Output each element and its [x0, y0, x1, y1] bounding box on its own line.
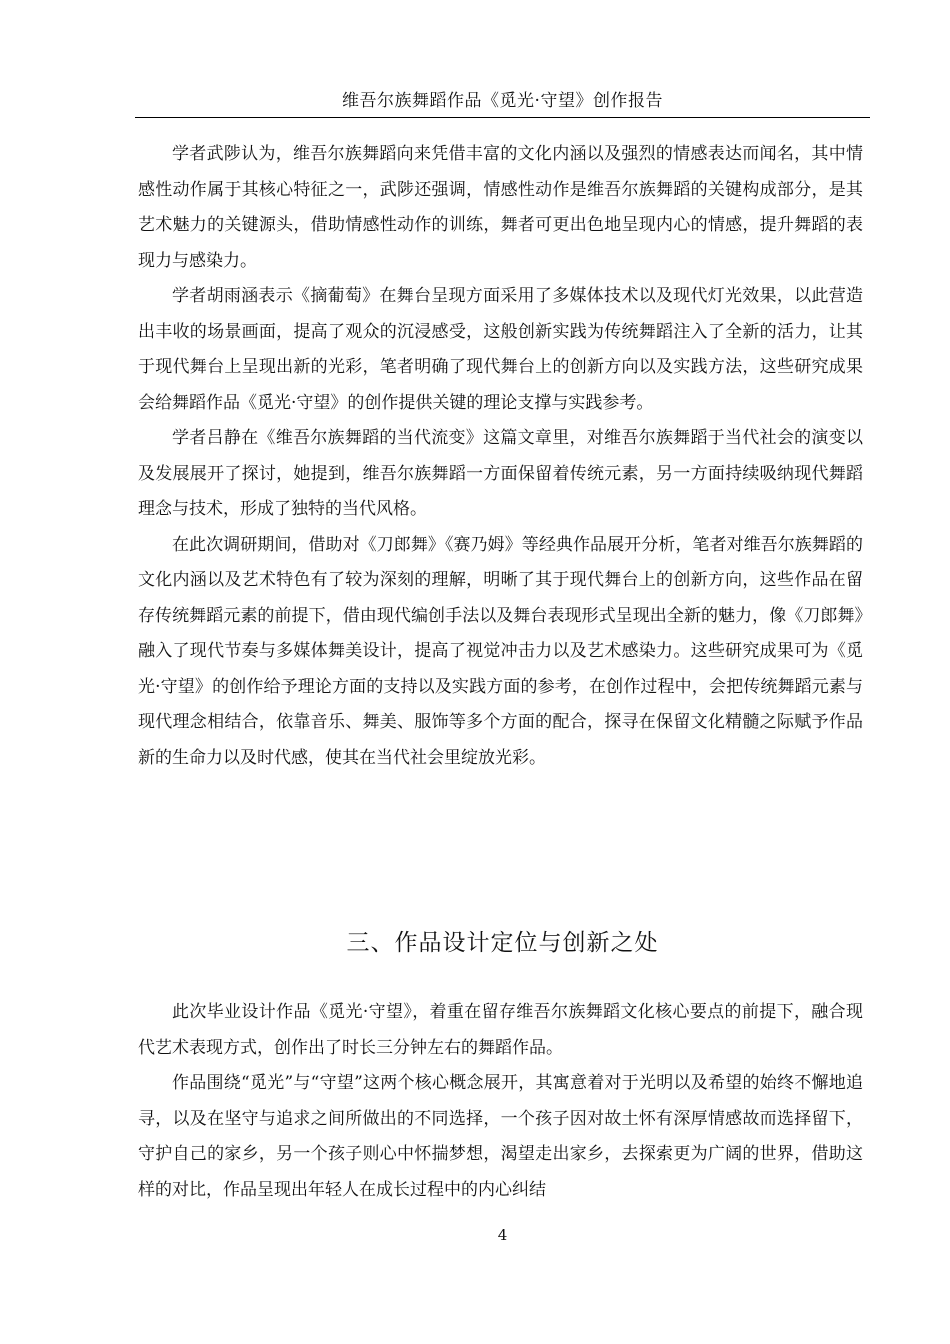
running-header: 维吾尔族舞蹈作品《觅光·守望》创作报告 [342, 91, 663, 111]
body-text-top [138, 137, 863, 776]
header-divider [135, 117, 870, 118]
body-text-bottom [138, 995, 863, 1208]
page-number: 4 [497, 1226, 508, 1244]
paragraph: 学者吕静在《维吾尔族舞蹈的当代流变》这篇文章里，对维吾尔族舞蹈于当代社会的演变以及发展展开了探讨，她提到，维吾尔族舞蹈一方面保留着传统元素，另一方面持续吸纳现代舞蹈理念与技术，形成了独特的当代风格。 [138, 428, 863, 519]
paragraph: 此次毕业设计作品《觅光·守望》，着重在留存维吾尔族舞蹈文化核心要点的前提下，融合现代艺术表现方式，创作出了时长三分钟左右的舞蹈作品。 [138, 1002, 863, 1058]
paragraph: 学者武陟认为，维吾尔族舞蹈向来凭借丰富的文化内涵以及强烈的情感表达而闻名，其中情感性动作属于其核心特征之一，武陟还强调，情感性动作是维吾尔族舞蹈的关键构成部分，是其艺术魅力的关键源头，借助情感性动作的训练，舞者可更出色地呈现内心的情感，提升舞蹈的表现力与感染力。 [138, 144, 863, 271]
section-heading: 三、作品设计定位与创新之处 [346, 930, 659, 956]
paragraph: 作品围绕“觅光”与“守望”这两个核心概念展开，其寓意着对于光明以及希望的始终不懈地追寻，以及在坚守与追求之间所做出的不同选择，一个孩子因对故土怀有深厚情感故而选择留下，守护自己的家乡，另一个孩子则心中怀揣梦想，渴望走出家乡，去探索更为广阔的世界，借助这样的对比，作品呈现出年轻人在成长过程中的内心纠结 [138, 1073, 863, 1200]
paragraph: 学者胡雨涵表示《摘葡萄》在舞台呈现方面采用了多媒体技术以及现代灯光效果，以此营造出丰收的场景画面，提高了观众的沉浸感受，这般创新实践为传统舞蹈注入了全新的活力，让其于现代舞台上呈现出新的光彩，笔者明确了现代舞台上的创新方向以及实践方法，这些研究成果会给舞蹈作品《觅光·守望》的创作提供关键的理论支撑与实践参考。 [138, 286, 863, 413]
paragraph: 在此次调研期间，借助对《刀郎舞》《赛乃姆》等经典作品展开分析，笔者对维吾尔族舞蹈的文化内涵以及艺术特色有了较为深刻的理解，明晰了其于现代舞台上的创新方向，这些作品在留存传统舞蹈元素的前提下，借由现代编创手法以及舞台表现形式呈现出全新的魅力，像《刀郎舞》融入了现代节奏与多媒体舞美设计，提高了视觉冲击力以及艺术感染力。这些研究成果可为《觅光·守望》的创作给予理论方面的支持以及实践方面的参考，在创作过程中，会把传统舞蹈元素与现代理念相结合，依靠音乐、舞美、服饰等多个方面的配合，探寻在保留文化精髓之际赋予作品新的生命力以及时代感，使其在当代社会里绽放光彩。 [138, 534, 863, 768]
